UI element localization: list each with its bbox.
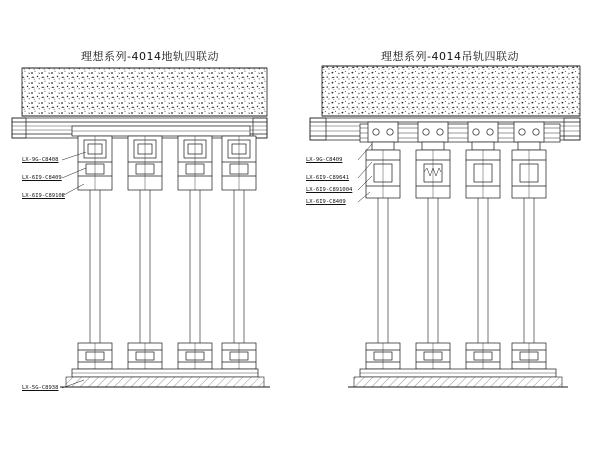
callout-list-left xyxy=(22,155,65,201)
callout-text: LX-6I9-C8409 xyxy=(306,199,346,205)
callout-text: LX-9G-C8409 xyxy=(306,157,343,163)
hanging-track-section-drawing xyxy=(300,0,600,450)
panel-hanging-track xyxy=(300,0,600,450)
callout-list-right xyxy=(306,155,352,207)
callout-text: LX-6I9-C89641 xyxy=(306,175,350,181)
callout-bottom-left: LX-5G-C8938 xyxy=(22,385,59,391)
callout-text: LX-6I9-C8910E xyxy=(22,193,66,199)
callout-text: LX-9G-C8408 xyxy=(22,157,59,163)
panel-title-left: 理想系列-4014地轨四联动 xyxy=(81,50,219,63)
panel-title-right: 理想系列-4014吊轨四联动 xyxy=(381,50,519,63)
callout-text: LX-6I9-C8409 xyxy=(22,175,62,181)
callout-text: LX-6I9-C891004 xyxy=(306,187,353,193)
